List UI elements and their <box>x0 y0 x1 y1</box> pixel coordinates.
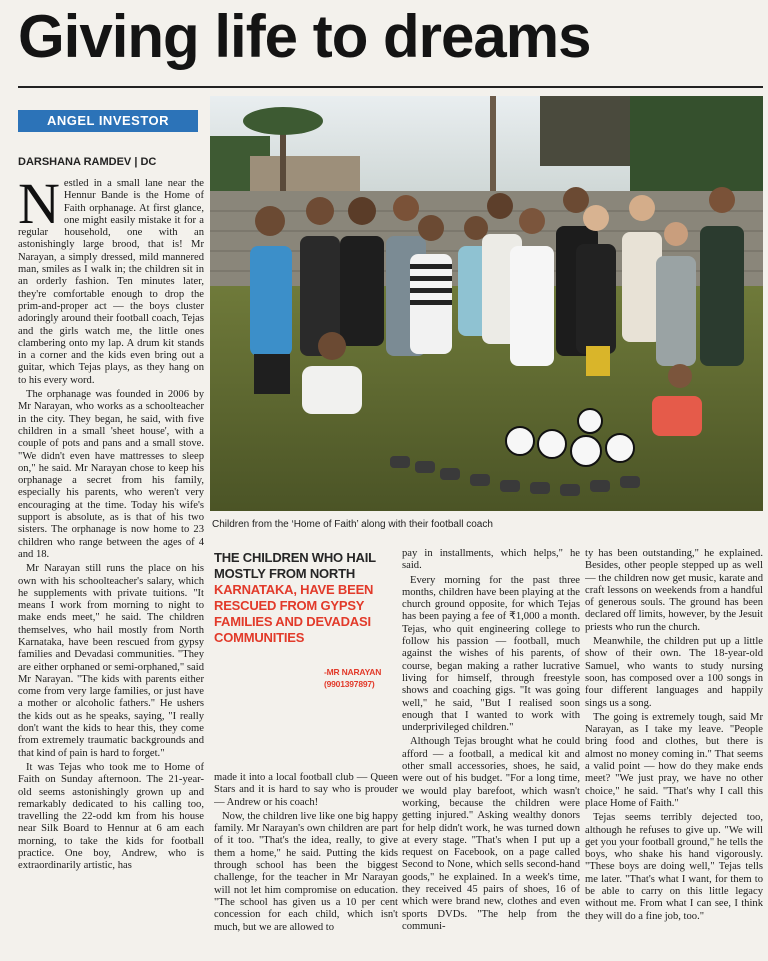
article-column-3 <box>402 548 580 954</box>
paragraph: made it into a local football club — Queen Stars and it is hard to say who is prouder — Andrew or his coach! <box>214 772 398 808</box>
team-photo-illustration <box>210 96 763 511</box>
photo-caption: Children from the ‘Home of Faith’ along with their football coach <box>212 519 493 530</box>
paragraph: The orphanage was founded in 2006 by Mr Narayan, who works as a schoolteacher in the city. They began, he said, with five children in a small 'sheet house', with a couple of pots and pans and a small stove. "We didn't even have mattresses to sleep on," he said. Mr Narayan chose to keep his orphanage a secret from his family, especially his parents, who weren't very encouraging at the time. Today his wife's support is absolute, as is that of his two sisters. The orphanage is now home to 23 children who range between the ages of 4 and 18. <box>18 389 204 560</box>
paragraph: Meanwhile, the children put up a little show of their own. The 18-year-old Samuel, who wants to study nursing soon, has composed over a 100 songs in four different languages and happily sings us a song. <box>585 636 763 709</box>
paragraph: It was Tejas who took me to Home of Faith on Sunday afternoon. The 21-year-old seems astonishingly grown up and remarkably dedicated to his calling too, travelling the 22-odd km from his house near Silk Board to Hennur at 6 am each morning, to take the kids for football practice. One boy, Andrew, who is extraordinarily artistic, has <box>18 761 204 872</box>
byline: DARSHANA RAMDEV | DC <box>18 156 157 168</box>
pull-quote-lead: THE CHILDREN WHO HAIL MOSTLY FROM NORTH <box>214 550 376 581</box>
paragraph: Although Tejas brought what he could afford — a football, a medical kit and other small accessories, shoes, he said, were out of his budget. "For a long time, we would play barefoot, which wasn't working, because the children were getting injured." Asking wealthy donors for help didn't work, he was turned down at every stage. "That's when I put up a request on Facebook, on a page called Second to None, which sells second-hand goods," he explained. In a week's time, they received 45 pairs of shoes, 16 of which were brand new, clothes and even sports DVDs. "The help from the communi- <box>402 736 580 932</box>
paragraph: Nestled in a small lane near the Hennur Bande is the Home of Faith orphanage. At first glance, one might easily mistake it for a regular household, one with an astonishingly large brood, that is! Mr Narayan, a simply dressed, mild mannered man, smiles as I walk in; the children sit in an orderly fashion. Ten minutes later, they're comfortable enough to drop the prim-and-proper act — the boys cluster adoringly around their football coach, Tejas and the girls watch me, the little ones clambering onto my lap. A drum kit stands in a corner and the kids even bring out a guitar, which Tejas plays, as they hang on to his every word. <box>18 178 204 386</box>
article-column-4 <box>585 548 763 954</box>
pull-quote <box>214 550 398 772</box>
paragraph: Tejas seems terribly dejected too, although he refuses to give up. "We will get you your football ground," he tells the boys, who shake his hand vigorously. "These boys are doing well," Tejas tells me later. "That's what I want, for them to be able to carry on this little legacy without me. From what I can see, I think they will do a fine job, too." <box>585 812 763 922</box>
paragraph: pay in installments, which helps," he said. <box>402 548 580 572</box>
headline-rule <box>18 86 763 88</box>
paragraph: ty has been outstanding," he explained. Besides, other people stepped up as well — the children now get music, karate and craft lessons on weekends from a handful of generous souls. The ground has been declared off limits, however, by the Jesuit priests who run the church. <box>585 548 763 633</box>
pull-quote-highlight: KARNATAKA, HAVE BEEN RESCUED FROM GYPSY FAMILIES AND DEVADASI COMMUNITIES <box>214 582 374 645</box>
paragraph: Every morning for the past three months, children have been playing at the church ground opposite, for which Tejas has been paying a fee of ₹1,000 a month. Tejas, who quit engineering college to follow his passion — football, much against the wishes of his parents, of course, began making a rather lucrative living for himself, through freestyle shows and coaching gigs. "It was going well," he said, "But I realised soon enough that I wanted to work with underprivileged children." <box>402 574 580 734</box>
article-column-2 <box>214 772 398 952</box>
pull-quote-attribution: -MR NARAYAN (9901397897) <box>324 667 382 689</box>
paragraph: Mr Narayan still runs the place on his own with his schoolteacher's salary, which he supplements with private tuitions. "It means I work from morning to night to make ends meet," he said. The children themselves, who hail mostly from North Karnataka, have been rescued from gypsy families and Devadasi communities. "They are either orphaned or semi-orphaned," said Mr Narayan. "The kids with parents either come from very large families, or just have a mother or alcoholic fathers." He ushers the kids out as he speaks, saying, "I really don't want the kids to hear this, they come from extremely traumatic backgrounds and that kind of pain is hard to forget." <box>18 563 204 759</box>
paragraph: The going is extremely tough, said Mr Narayan, as I take my leave. "People bring food and clothes, but there is almost no money coming in." That seems a valid point — how do they make ends meet? "We just pray, we have no other choice," he said. "That's why I call this place Home of Faith." <box>585 711 763 809</box>
article-column-1 <box>18 178 204 948</box>
drop-cap: N <box>18 178 60 236</box>
paragraph: Now, the children live like one big happy family. Mr Narayan's own children are part of it too. "That's the idea, really, to give them a home," he said. Putting the kids through school has been the biggest challenge, for the teacher in Mr Narayan will not let him compromise on education. "The school has given us a 10 per cent concession for each child, which isn't much, but we are allowed to <box>214 810 398 933</box>
section-tag: ANGEL INVESTOR <box>18 110 198 132</box>
team-photo <box>210 96 763 511</box>
headline: Giving life to dreams <box>18 3 591 70</box>
